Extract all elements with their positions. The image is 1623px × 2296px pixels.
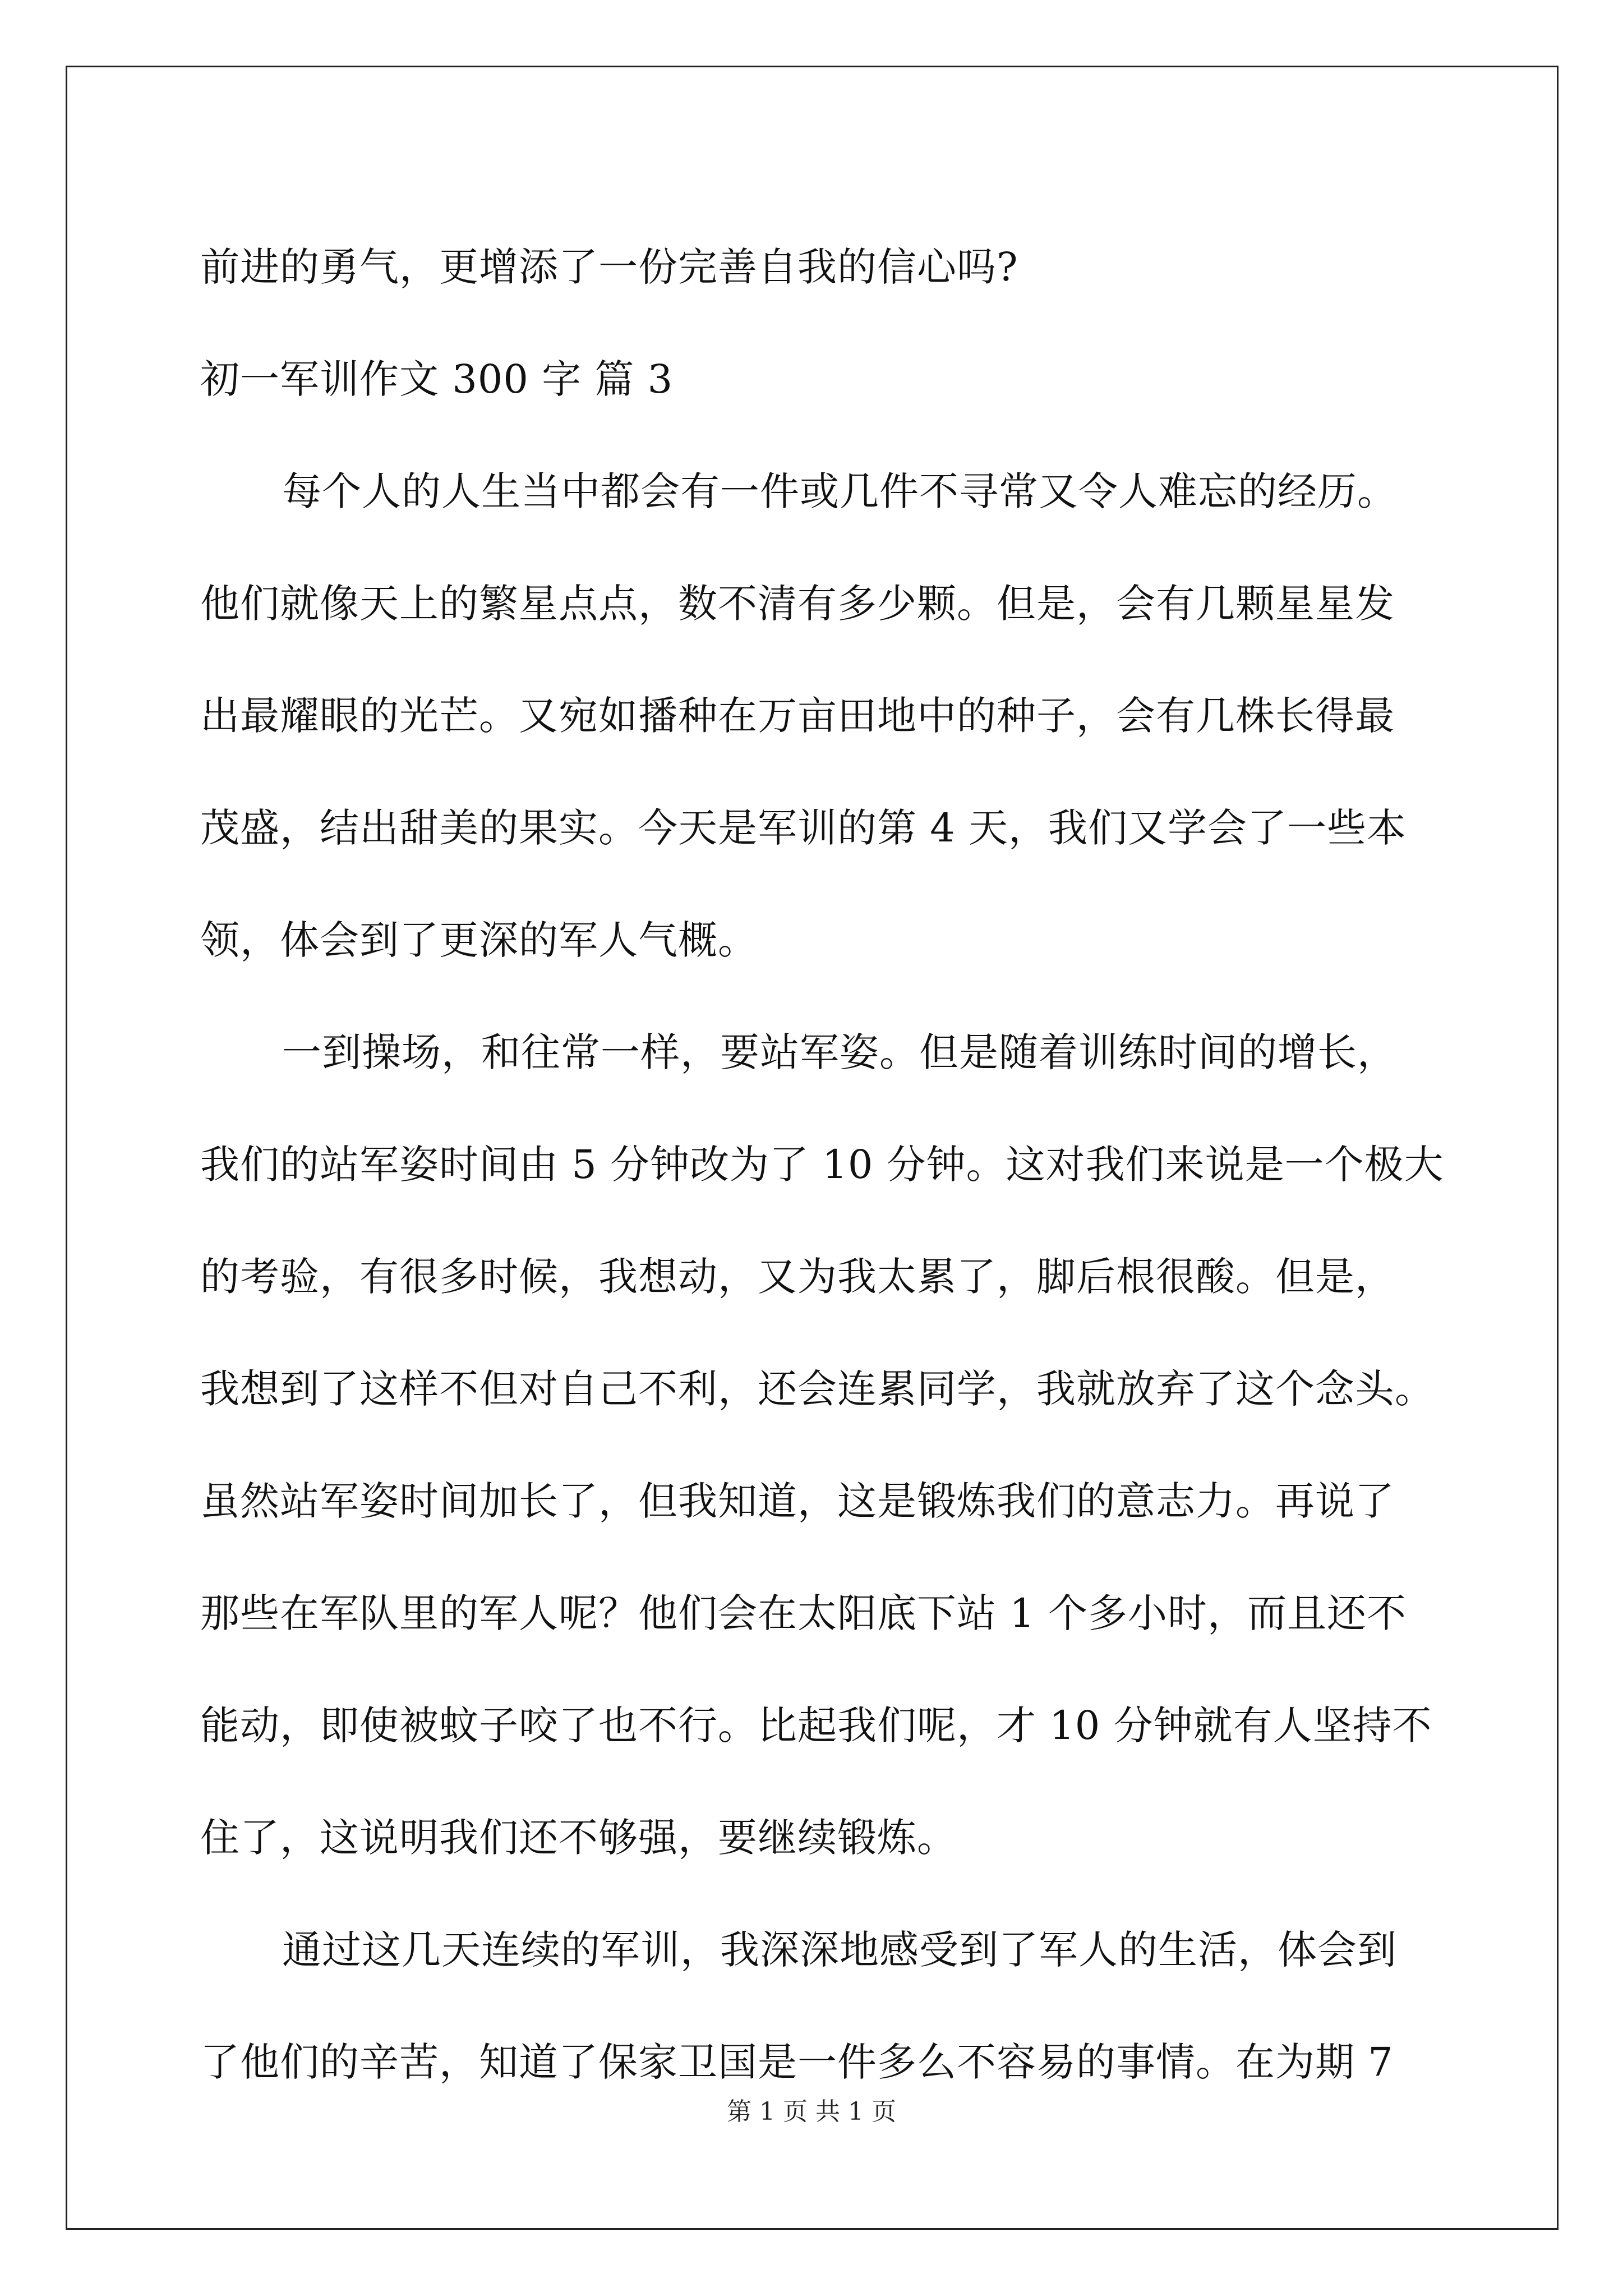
page-footer: 第 1 页 共 1 页 <box>727 2097 896 2126</box>
text-line: 我想到了这样不但对自己不利，还会连累同学，我就放弃了这个念头。 <box>200 1366 1435 1412</box>
text-line: 茂盛，结出甜美的果实。今天是军训的第 4 天，我们又学会了一些本 <box>200 805 1407 851</box>
text-line: 他们就像天上的繁星点点，数不清有多少颗。但是，会有几颗星星发 <box>200 581 1395 627</box>
text-line: 能动，即使被蚊子咬了也不行。比起我们呢，才 10 分钟就有人坚持不 <box>200 1703 1432 1749</box>
text-line: 虽然站军姿时间加长了，但我知道，这是锻炼我们的意志力。再说了 <box>200 1478 1395 1524</box>
text-line: 前进的勇气，更增添了一份完善自我的信心吗? <box>200 244 1018 290</box>
text-line: 领，体会到了更深的军人气概。 <box>200 917 758 963</box>
paragraph-first-line: 通过这几天连续的军训，我深深地感受到了军人的生活，体会到 <box>282 1927 1397 1973</box>
text-line: 出最耀眼的光芒。又宛如播种在万亩田地中的种子，会有几株长得最 <box>200 693 1395 739</box>
text-line: 住了，这说明我们还不够强，要继续锻炼。 <box>200 1815 957 1861</box>
paragraph-first-line: 一到操场，和往常一样，要站军姿。但是随着训练时间的增长， <box>282 1029 1397 1075</box>
text-line: 了他们的辛苦，知道了保家卫国是一件多么不容易的事情。在为期 7 <box>200 2039 1394 2085</box>
section-heading: 初一军训作文 300 字 篇 3 <box>200 356 674 402</box>
document-body <box>200 211 1444 2118</box>
text-line: 我们的站军姿时间由 5 分钟改为了 10 分钟。这对我们来说是一个极大 <box>200 1142 1444 1188</box>
paragraph-first-line: 每个人的人生当中都会有一件或几件不寻常又令人难忘的经历。 <box>282 468 1397 514</box>
text-line: 那些在军队里的军人呢？他们会在太阳底下站 1 个多小时，而且还不 <box>200 1590 1407 1636</box>
text-line: 的考验，有很多时候，我想动，又为我太累了，脚后根很酸。但是， <box>200 1254 1395 1300</box>
